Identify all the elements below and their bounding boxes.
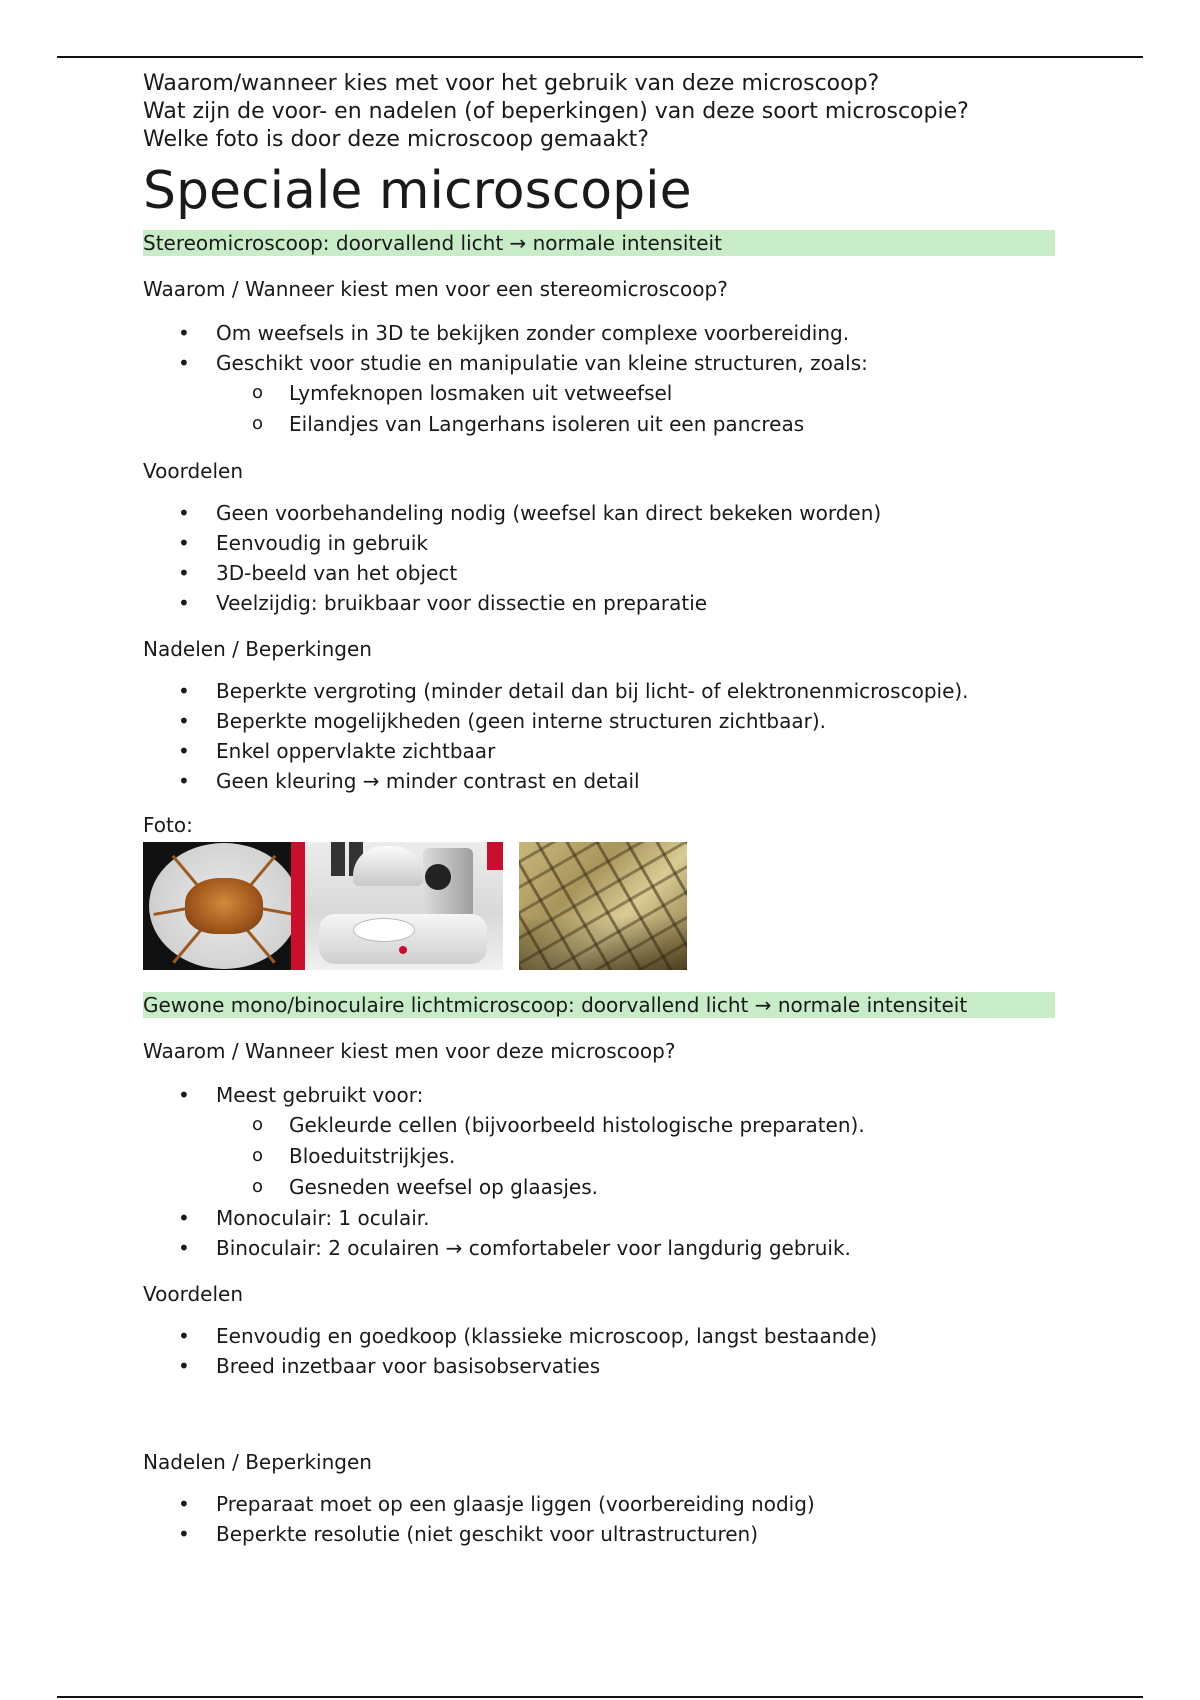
section-heading-stereo: Stereomicroscoop: doorvallend licht → normale intensiteit (143, 230, 1055, 256)
sub-list-item: o Gesneden weefsel op glaasjes. (143, 1172, 1063, 1203)
why-list (143, 318, 1063, 440)
list-item: • Beperkte resolutie (niet geschikt voor ultrastructuren) (143, 1519, 1063, 1549)
list-item: • Eenvoudig en goedkoop (klassieke microscoop, langst bestaande) (143, 1321, 1063, 1351)
sub-list-item: o Bloeduitstrijkjes. (143, 1141, 1063, 1172)
list-item: • Geen voorbehandeling nodig (weefsel kan direct bekeken worden) (143, 498, 1063, 528)
list-item: • Enkel oppervlakte zichtbaar (143, 736, 1063, 766)
list-item: • Eenvoudig in gebruik (143, 528, 1063, 558)
top-rule (57, 56, 1143, 58)
list-item: • Binoculair: 2 oculairen → comfortabeler voor langdurig gebruik. (143, 1233, 1063, 1263)
photo-strip (143, 842, 1063, 970)
list-item: • Beperkte vergroting (minder detail dan bij licht- of elektronenmicroscopie). (143, 676, 1063, 706)
insect-photo (143, 842, 305, 970)
list-item: • Preparaat moet op een glaasje liggen (voorbereiding nodig) (143, 1489, 1063, 1519)
cons-label: Nadelen / Beperkingen (143, 637, 372, 661)
pros-label: Voordelen (143, 459, 244, 483)
sub-list-item: o Eilandjes van Langerhans isoleren uit een pancreas (143, 409, 1063, 440)
intro-question: Waarom/wanneer kies met voor het gebruik van deze microscoop? (143, 71, 880, 96)
section-question: Waarom / Wanneer kiest men voor een stereomicroscoop? (143, 277, 728, 301)
sub-list-item: o Lymfeknopen losmaken uit vetweefsel (143, 378, 1063, 409)
page-title: Speciale microscopie (143, 161, 692, 221)
cons-label: Nadelen / Beperkingen (143, 1450, 372, 1474)
list-item: • Om weefsels in 3D te bekijken zonder complexe voorbereiding. (143, 318, 1063, 348)
list-item: • Geen kleuring → minder contrast en detail (143, 766, 1063, 796)
list-item: • Beperkte mogelijkheden (geen interne structuren zichtbaar). (143, 706, 1063, 736)
pros-list (143, 498, 1063, 618)
section-question: Waarom / Wanneer kiest men voor deze microscoop? (143, 1039, 676, 1063)
bottom-rule (57, 1696, 1143, 1698)
intro-question: Welke foto is door deze microscoop gemaakt? (143, 127, 649, 152)
sub-list-item: o Gekleurde cellen (bijvoorbeeld histologische preparaten). (143, 1110, 1063, 1141)
tissue-surface-photo (519, 842, 687, 970)
list-item: • Breed inzetbaar voor basisobservaties (143, 1351, 1063, 1381)
list-item: • Veelzijdig: bruikbaar voor dissectie en preparatie (143, 588, 1063, 618)
cons-list (143, 676, 1063, 796)
why-list (143, 1080, 1063, 1263)
list-item: • Meest gebruikt voor: (143, 1080, 1063, 1110)
section-heading-lightmicroscope: Gewone mono/binoculaire lichtmicroscoop: doorvallend licht → normale intensiteit (143, 992, 1055, 1018)
document-page (143, 70, 1063, 1549)
list-item: • 3D-beeld van het object (143, 558, 1063, 588)
list-item: • Geschikt voor studie en manipulatie van kleine structuren, zoals: (143, 348, 1063, 378)
cons-list (143, 1489, 1063, 1549)
stereomicroscope-photo (305, 842, 503, 970)
list-item: • Monoculair: 1 oculair. (143, 1203, 1063, 1233)
pros-label: Voordelen (143, 1282, 244, 1306)
intro-question: Wat zijn de voor- en nadelen (of beperkingen) van deze soort microscopie? (143, 99, 969, 124)
pros-list (143, 1321, 1063, 1381)
photo-label: Foto: (143, 813, 193, 837)
